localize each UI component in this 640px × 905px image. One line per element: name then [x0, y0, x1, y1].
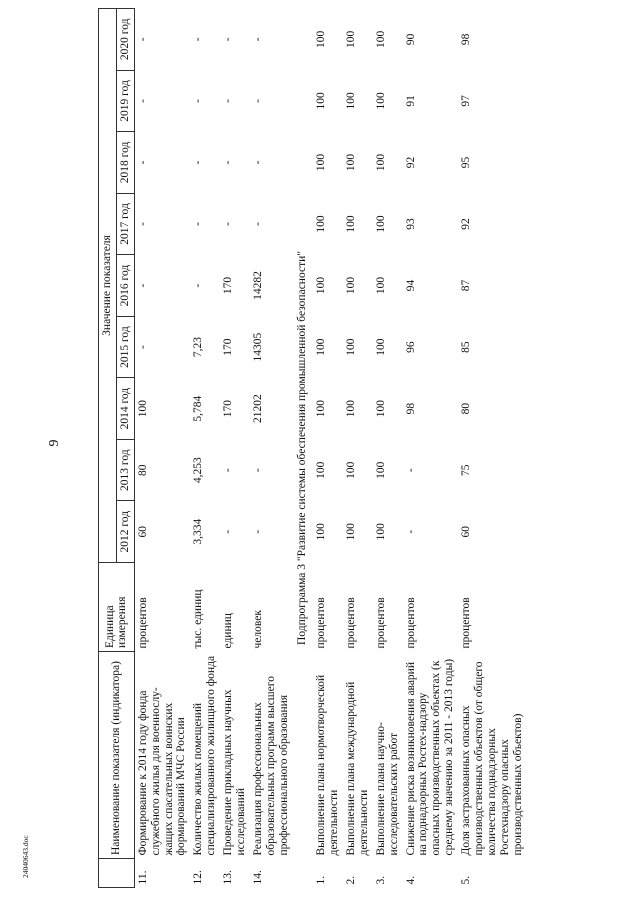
- indicator-value: 100: [345, 338, 357, 356]
- indicator-value: 100: [374, 523, 387, 541]
- indicator-value: 98: [460, 33, 472, 46]
- indicator-value: 7,23: [192, 337, 205, 358]
- indicator-value: -: [136, 98, 149, 103]
- table-row: [458, 9, 526, 888]
- indicator-value: -: [136, 283, 149, 288]
- indicator-value: -: [136, 222, 149, 226]
- unit-of-measure: процентов: [374, 597, 387, 649]
- indicator-value: 80: [460, 402, 472, 415]
- indicator-value: -: [136, 37, 149, 42]
- indicator-value: -: [251, 222, 264, 226]
- unit-of-measure: процентов: [460, 597, 472, 649]
- indicator-name: Выполнение плана нормотворческой деятельности: [315, 674, 341, 856]
- indicator-value: 100: [315, 276, 328, 295]
- header-year-2013: 2013 год: [116, 439, 134, 501]
- indicator-value: -: [251, 98, 264, 103]
- indicator-value: 100: [374, 276, 387, 295]
- indicator-name: Выполнение плана международной деятельности: [345, 681, 370, 856]
- header-year-2016: 2016 год: [116, 255, 134, 317]
- header-year-2014: 2014 год: [116, 378, 134, 440]
- indicator-name: Формирование к 2014 году фонда служебного жилья для военнослу-жащих спасательных воинских формирований МЧС России: [136, 687, 188, 856]
- indicator-value: 92: [404, 156, 417, 169]
- row-number: 1.: [315, 875, 328, 885]
- indicator-value: 100: [315, 338, 328, 356]
- indicator-value: 100: [374, 338, 387, 356]
- indicator-value: 100: [315, 523, 328, 541]
- indicator-value: 100: [315, 461, 328, 479]
- table-header-row: [99, 9, 117, 888]
- indicator-value: -: [192, 283, 205, 288]
- header-indicator-name: Наименование показателя (индикатора): [99, 652, 135, 859]
- unit-of-measure: единиц: [222, 613, 234, 649]
- table-row: [190, 9, 220, 888]
- row-number: 3.: [374, 875, 387, 885]
- page-number: 9: [47, 439, 62, 447]
- table-body: [134, 9, 526, 888]
- indicator-value: -: [222, 222, 234, 226]
- indicator-value: 100: [315, 400, 328, 418]
- row-number: 13.: [222, 870, 234, 885]
- table-row: [373, 9, 403, 888]
- header-year-2018: 2018 год: [116, 132, 134, 194]
- indicator-value: 87: [460, 279, 472, 292]
- indicator-value: -: [192, 160, 205, 165]
- indicator-value: -: [222, 160, 234, 165]
- indicator-value: 100: [345, 92, 357, 110]
- indicator-value: 95: [460, 156, 472, 169]
- indicator-value: 100: [345, 461, 357, 479]
- indicator-value: -: [251, 160, 264, 165]
- table-row: [220, 9, 250, 888]
- indicator-value: 100: [374, 30, 387, 48]
- indicator-value: -: [251, 468, 264, 473]
- header-year-2012: 2012 год: [116, 501, 134, 563]
- unit-of-measure: процентов: [404, 597, 417, 649]
- indicator-value: -: [222, 37, 234, 42]
- indicator-value: 100: [374, 215, 387, 233]
- indicator-value: 100: [374, 153, 387, 172]
- indicator-value: 90: [404, 33, 417, 46]
- table-row: [403, 9, 459, 888]
- header-year-2015: 2015 год: [116, 316, 134, 378]
- indicator-value: 100: [315, 92, 328, 110]
- indicator-value: 85: [460, 341, 472, 353]
- indicator-name: Доля застрахованных опасных производственных объектов (от общего количества поднадзорных Ростехнадзору опасных производственных объектов): [460, 661, 524, 856]
- indicator-value: 100: [345, 400, 357, 418]
- indicator-value: 21202: [251, 394, 264, 424]
- header-values-group: Значение показателя: [99, 9, 117, 563]
- indicator-value: 14305: [251, 332, 264, 362]
- indicator-value: 100: [374, 92, 387, 110]
- indicator-value: 100: [315, 30, 328, 48]
- unit-of-measure: процентов: [345, 597, 357, 649]
- indicator-value: 91: [404, 95, 417, 107]
- subprogram-title: Подпрограмма 3 "Развитие системы обеспечения промышленной безопасности": [296, 251, 309, 645]
- indicator-value: 60: [460, 525, 472, 538]
- indicator-value: 100: [315, 153, 328, 172]
- table-row: [134, 9, 190, 888]
- indicator-value: -: [136, 345, 149, 350]
- unit-of-measure: тыс. единиц: [192, 589, 205, 649]
- indicator-value: 170: [222, 276, 234, 295]
- indicator-value: 98: [404, 402, 417, 415]
- indicator-name: Снижение риска возникновения аварий на поднадзорных Ростех-надзору опасных производственных объектах (к среднему значению за 2011 - 2013 годы): [404, 658, 456, 856]
- row-number: 12.: [192, 870, 205, 885]
- header-year-2019: 2019 год: [116, 70, 134, 132]
- indicator-value: -: [222, 98, 234, 103]
- row-number: 2.: [345, 875, 357, 885]
- indicator-value: -: [222, 468, 234, 473]
- indicator-value: 3,334: [192, 518, 205, 545]
- indicator-value: -: [192, 222, 205, 226]
- table-row: [313, 9, 343, 888]
- indicator-value: 170: [222, 338, 234, 356]
- indicator-value: 60: [136, 525, 149, 538]
- row-number: 14.: [251, 870, 264, 885]
- table-row: [343, 9, 373, 888]
- indicator-value: 4,253: [192, 457, 205, 484]
- indicator-value: 92: [460, 218, 472, 230]
- header-year-2017: 2017 год: [116, 193, 134, 255]
- subprogram-row: [292, 9, 313, 888]
- indicator-value: 94: [404, 279, 417, 292]
- indicator-value: 100: [345, 523, 357, 541]
- indicator-value: -: [136, 160, 149, 165]
- row-number: 4.: [404, 875, 417, 885]
- table-row: [250, 9, 293, 888]
- indicator-value: -: [251, 529, 264, 534]
- indicator-value: -: [192, 37, 205, 42]
- unit-of-measure: человек: [251, 610, 264, 649]
- indicator-value: -: [251, 37, 264, 42]
- indicator-name: Количество жилых помещений специализированного жилищного фонда: [192, 655, 218, 856]
- indicator-value: -: [404, 468, 417, 473]
- header-number-cell: [99, 859, 135, 888]
- rotated-table-container: [98, 8, 640, 888]
- indicator-value: 100: [345, 30, 357, 48]
- indicator-value: 80: [136, 464, 149, 476]
- indicator-name: Реализация профессиональных образовательных программ высшего профессионального образования: [251, 676, 290, 856]
- indicator-value: 14282: [251, 271, 264, 300]
- indicator-value: 93: [404, 218, 417, 230]
- document-file-id: 24040643.doc: [21, 835, 30, 878]
- indicator-value: 96: [404, 341, 417, 353]
- indicator-value: 100: [345, 276, 357, 295]
- indicator-value: 100: [345, 215, 357, 233]
- indicator-value: -: [404, 529, 417, 534]
- indicator-value: 170: [222, 400, 234, 418]
- row-number: 5.: [460, 875, 472, 885]
- indicator-value: 100: [315, 215, 328, 233]
- indicator-value: 100: [374, 461, 387, 479]
- indicator-name: Выполнение плана научно-исследовательских работ: [374, 721, 400, 856]
- indicator-value: 100: [345, 153, 357, 172]
- row-number: 11.: [136, 870, 149, 885]
- indicator-value: 75: [460, 464, 472, 476]
- indicator-value: 100: [136, 400, 149, 418]
- header-unit: Единица измерения: [99, 563, 135, 652]
- indicator-value: -: [192, 98, 205, 103]
- header-year-2020: 2020 год: [116, 9, 134, 71]
- indicator-value: 5,784: [192, 395, 205, 422]
- indicators-table: [98, 8, 526, 888]
- unit-of-measure: процентов: [136, 597, 149, 649]
- indicator-name: Проведение прикладных научных исследований: [222, 689, 247, 856]
- indicator-value: 97: [460, 95, 472, 107]
- indicator-value: -: [222, 529, 234, 534]
- indicator-value: 100: [374, 400, 387, 418]
- unit-of-measure: процентов: [315, 597, 328, 649]
